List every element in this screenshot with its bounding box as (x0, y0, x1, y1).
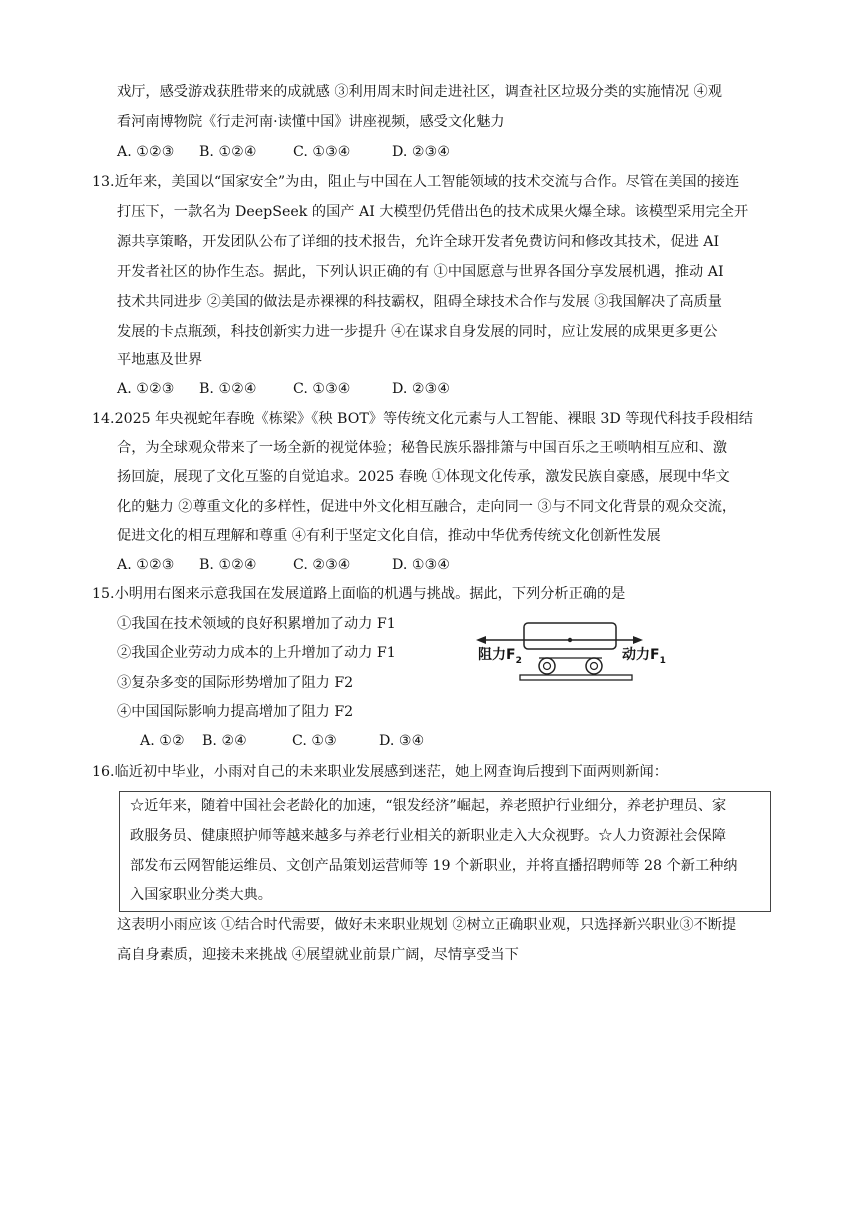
q14-choice-c: C. ②③④ (293, 557, 351, 573)
q13-choice-c: C. ①③④ (293, 381, 351, 397)
q13-line-3: 源共享策略，开发团队公布了详细的技术报告，允许全球开发者免费访问和修改其技术，促进 AI (117, 234, 720, 250)
q16-line-1: 这表明小雨应该 ①结合时代需要，做好未来职业规划 ②树立正确职业观，只选择新兴职业③不断提 (117, 917, 737, 933)
news-line-2: 政服务员、健康照护师等越来越多与养老行业相关的新职业走入大众视野。☆人力资源社会保障 (130, 828, 726, 844)
q14-choices (117, 555, 517, 575)
q14-line-2: 合，为全球观众带来了一场全新的视觉体验；秘鲁民族乐器排箫与中国百乐之王唢呐相互应和、激 (117, 440, 728, 456)
news-line-4: 入国家职业分类大典。 (130, 887, 272, 903)
q13-line-2: 打压下，一款名为 DeepSeek 的国产 AI 大模型仍凭借出色的技术成果火爆全球。该模型采用完全开 (117, 204, 749, 220)
q13-choice-d: D. ②③④ (392, 381, 451, 397)
q14-choice-a: A. ①②③ (117, 557, 175, 573)
resistance-label: 阻力$F_2$ (478, 647, 522, 666)
ground (520, 675, 632, 680)
q15-choice-c: C. ①③ (292, 733, 337, 749)
q13-choice-b: B. ①②④ (199, 381, 257, 397)
q13-line-7: 平地惠及世界 (117, 352, 203, 368)
q13-line-6: 发展的卡点瓶颈，科技创新实力进一步提升 ④在谋求自身发展的同时，应让发展的成果更多更公 (117, 324, 718, 340)
q14-line-4: 化的魅力 ②尊重文化的多样性，促进中外文化相互融合，走向同一 ③与不同文化背景的观众交流， (117, 499, 737, 515)
q12-choice-c: C. ①③④ (293, 144, 351, 160)
q14-line-3: 扬回旋，展现了文化互鉴的自觉追求。2025 春晚 ①体现文化传承，激发民族自豪感，展现中华文 (117, 469, 730, 485)
q14-choice-d: D. ①③④ (392, 557, 451, 573)
q16-line-2: 高自身素质，迎接未来挑战 ④展望就业前景广阔，尽情享受当下 (117, 947, 519, 963)
q15-option-3: ③复杂多变的国际形势增加了阻力 F2 (117, 675, 354, 691)
q16-stem: 16.临近初中毕业，小雨对自己的未来职业发展感到迷茫，她上网查询后搜到下面两则新闻： (92, 764, 668, 780)
q13-line-5: 技术共同进步 ②美国的做法是赤裸裸的科技霸权，阻碍全球技术合作与发展 ③我国解决了高质量 (117, 294, 722, 310)
q15-option-2: ②我国企业劳动力成本的上升增加了动力 F1 (117, 645, 396, 661)
q12-choice-a: A. ①②③ (117, 144, 175, 160)
q12-choice-d: D. ②③④ (392, 144, 451, 160)
cart-body (524, 623, 616, 649)
q14-line-1: 14.2025 年央视蛇年春晚《栋梁》《秧 BOT》等传统文化元素与人工智能、裸眼 3D 等现代科技手段相结 (92, 411, 753, 427)
q15-choice-b: B. ②④ (202, 733, 247, 749)
q15-option-1: ①我国在技术领域的良好积累增加了动力 F1 (117, 616, 396, 632)
q15-choice-a: A. ①② (140, 733, 185, 749)
news-line-1: ☆近年来，随着中国社会老龄化的加速，“银发经济”崛起，养老照护行业细分，养老护理员、家 (130, 798, 727, 814)
q13-line-1: 13.近年来，美国以“国家安全”为由，阻止与中国在人工智能领域的技术交流与合作。尽管在美国的接连 (92, 174, 740, 190)
q15-choice-d: D. ③④ (379, 733, 425, 749)
driving-force-label: 动力$F_1$ (622, 647, 666, 666)
force-cart-figure (474, 620, 666, 684)
left-wheel (539, 658, 555, 674)
q13-line-4: 开发者社区的协作生态。据此，下列认识正确的有 ①中国愿意与世界各国分享发展机遇，推动 AI (117, 264, 724, 280)
news-line-3: 部发布云网智能运维员、文创产品策划运营师等 19 个新职业，并将直播招聘师等 28 个新工种纳 (130, 858, 738, 874)
q15-stem: 15.小明用右图来示意我国在发展道路上面临的机遇与挑战。据此，下列分析正确的是 (92, 586, 626, 602)
q15-choices (140, 731, 460, 751)
left-arrowhead (476, 636, 486, 644)
q14-line-5: 促进文化的相互理解和尊重 ④有利于坚定文化自信，推动中华优秀传统文化创新性发展 (117, 528, 661, 544)
q13-choice-a: A. ①②③ (117, 381, 175, 397)
q15-option-4: ④中国国际影响力提高增加了阻力 F2 (117, 704, 354, 720)
q12-choices (117, 142, 517, 162)
right-arrowhead (633, 636, 643, 644)
q14-choice-b: B. ①②④ (199, 557, 257, 573)
q12-choice-b: B. ①②④ (199, 144, 257, 160)
q12-line-1: 戏厅，感受游戏获胜带来的成就感 ③利用周末时间走进社区，调查社区垃圾分类的实施情况 ④观 (117, 84, 722, 100)
right-wheel (586, 658, 602, 674)
q12-line-2: 看河南博物院《行走河南·读懂中国》讲座视频，感受文化魅力 (117, 114, 505, 130)
q13-choices (117, 379, 517, 399)
